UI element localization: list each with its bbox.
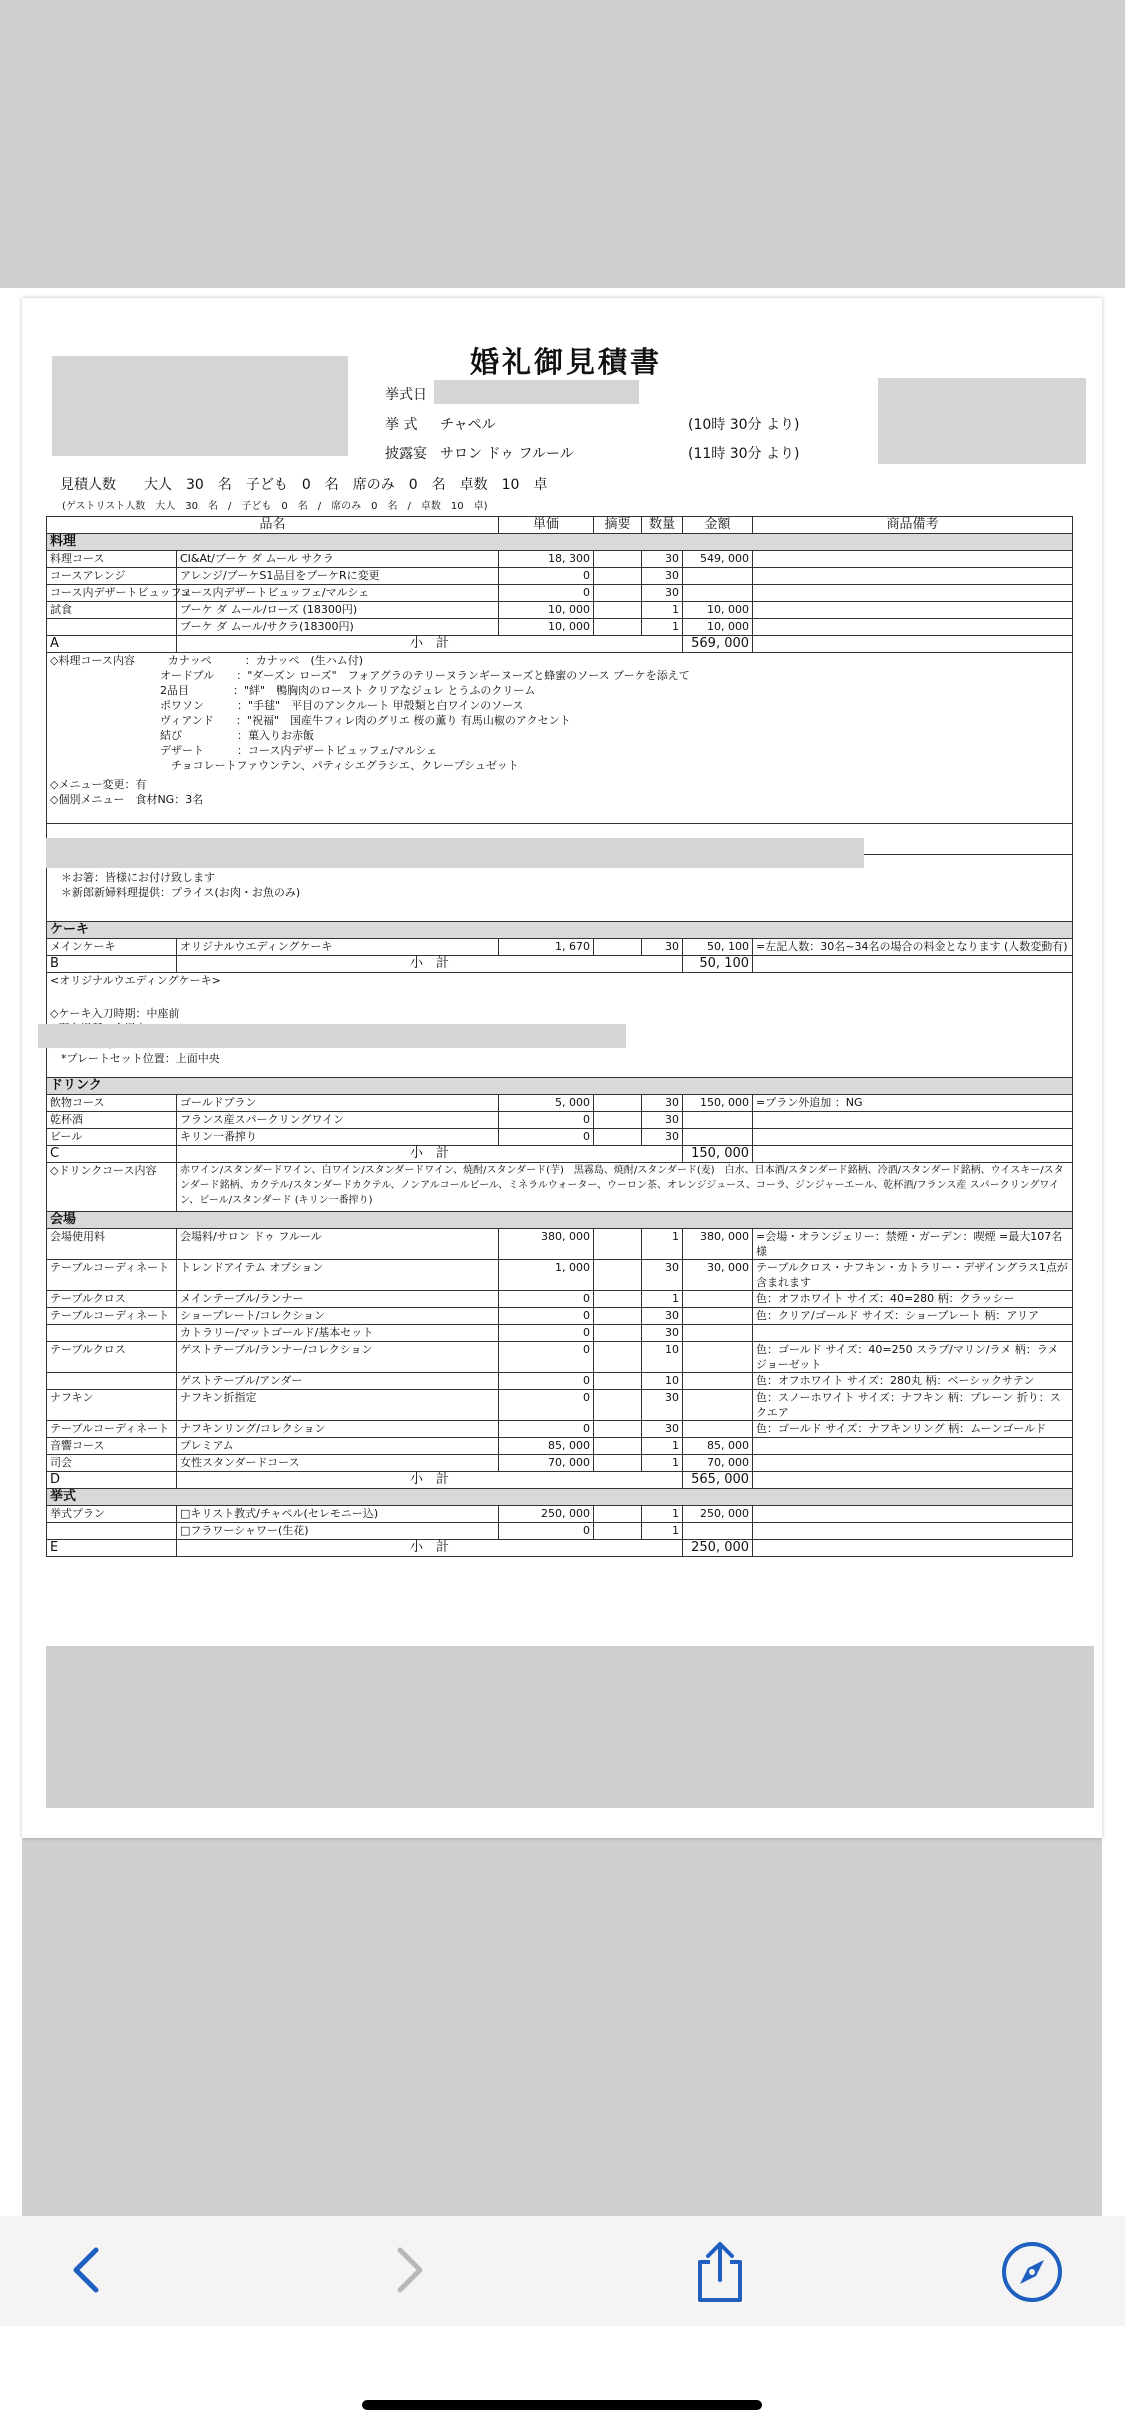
subtotal-row-c: C 小 計 150, 000 — [47, 1146, 1073, 1163]
course-line: 結び ：菓入りお赤飯 — [50, 729, 314, 742]
table-header-row — [47, 517, 1073, 534]
table-row: メインケーキ オリジナルウエディングケーキ 1, 670 30 50, 100 =左記人数：30名~34名の場合の料金となります (人数変動有) — [47, 939, 1073, 956]
section-header-cuisine: 料理 — [47, 534, 1073, 551]
subtotal-row-d: D 小 計 565, 000 — [47, 1472, 1073, 1489]
table-row: テーブルクロス メインテーブル/ランナー 0 1 色：オフホワイト サイズ：40=280 柄：クラッシー — [47, 1291, 1073, 1308]
reception-label: 披露宴 — [385, 446, 427, 462]
table-row: コース内デザートビュッフェ コース内デザートビュッフェ/マルシェ 0 30 — [47, 585, 1073, 602]
section-header-drink: ドリンク — [47, 1078, 1073, 1095]
subtotal-row-e: E 小 計 250, 000 — [47, 1540, 1073, 1557]
guest-list-line: (ゲストリスト人数 大人 30 名 / 子ども 0 名 / 席のみ 0 名 / 卓数 10 卓) — [62, 501, 488, 512]
notes-line: ＊新郎新婦料理提供：プライス(お肉・お魚のみ) — [50, 886, 301, 899]
share-button[interactable] — [690, 2240, 750, 2300]
cake-line: <オリジナルウエディングケーキ> — [50, 974, 221, 987]
col-header-price: 単価 — [499, 517, 594, 534]
table-row: 試食 ブーケ ダ ムール/ローズ (18300円) 10, 000 1 10, 000 — [47, 602, 1073, 619]
course-line: ◇メニュー変更：有 — [50, 778, 147, 791]
course-line: デザート ：コース内デザートビュッフェ/マルシェ — [50, 744, 438, 757]
redacted-names — [52, 356, 348, 456]
share-icon — [690, 2240, 750, 2304]
subtotal-row-a: A 小 計 569, 000 — [47, 636, 1073, 653]
table-row: テーブルコーディネート ショープレート/コレクション 0 30 色：クリア/ゴールド サイズ：ショープレート 柄：アリア — [47, 1308, 1073, 1325]
redacted-logo — [878, 378, 1086, 464]
course-line: オードブル ："ダーズン ローズ" フォアグラのテリーヌランギーヌーズと蜂蜜のソース ブーケを添えて — [50, 669, 690, 682]
col-header-note: 摘要 — [594, 517, 642, 534]
course-line: ◇料理コース内容 カナッペ ：カナッペ (生ハム付) — [50, 654, 364, 667]
forward-button[interactable] — [378, 2240, 438, 2300]
table-row: □フラワーシャワー(生花) 0 1 — [47, 1523, 1073, 1540]
ceremony-label: 挙 式 — [385, 417, 418, 433]
col-header-amount: 金額 — [683, 517, 753, 534]
drink-course-row: ◇ドリンクコース内容 赤ワイン/スタンダードワイン、白ワイン/スタンダードワイン、焼酎/スタンダード(芋) 黒霧島、焼酎/スタンダード(麦) 白水、日本酒/スタンダード銘柄、冷酒/スタンダード銘柄、ウイスキー/スタンダード銘柄、カクテル/スタンダードカクテル、ノンアルコールビール、ミネラルウォーター、ウーロン茶、オレンジジュース、コーラ、ジンジャーエール、乾杯酒/フランス産 スパークリングワイン、ビール/スタンダード (キリン一番搾り) — [47, 1163, 1073, 1212]
col-header-remarks: 商品備考 — [753, 517, 1073, 534]
table-row: ビール キリン一番搾り 0 30 — [47, 1129, 1073, 1146]
course-line: チョコレートファウンテン、パティシエグラシエ、クレープシュゼット — [50, 759, 519, 772]
notes-line: ＊お箸：皆様にお付け致します — [50, 871, 215, 884]
top-redacted-band — [0, 0, 1125, 288]
course-line: ポワソン ："手毬" 平目のアンクルート 甲殻類と白ワインのソース — [50, 699, 524, 712]
bottom-redacted-band — [22, 1808, 1102, 2216]
table-row: コースアレンジ アレンジ/ブーケS1品目をブーケRに変更 0 30 — [47, 568, 1073, 585]
section-header-ceremony: 挙式 — [47, 1489, 1073, 1506]
cuisine-course-details — [47, 653, 1073, 824]
table-row: テーブルクロス ゲストテーブル/ランナー/コレクション 0 10 色：ゴールド サイズ：40=250 スラブ/マリン/ラメ 柄：ラメジョーゼット — [47, 1342, 1073, 1373]
ceremony-venue: チャペル — [440, 417, 496, 433]
col-header-qty: 数量 — [642, 517, 683, 534]
course-line: 2品目 ："絆" 鴨胸肉のロースト クリアなジュレ とうふのクリーム — [50, 684, 536, 697]
table-row: テーブルコーディネート ナフキンリング/コレクション 0 30 色：ゴールド サイズ：ナフキンリング 柄：ムーンゴールド — [47, 1421, 1073, 1438]
cake-line: ◇ケーキ入刀時期：中座前 — [50, 1007, 180, 1020]
table-row: 音響コース プレミアム 85, 000 1 85, 000 — [47, 1438, 1073, 1455]
chevron-left-icon — [58, 2240, 118, 2300]
guest-count-line: 見積人数 大人 30 名 子ども 0 名 席のみ 0 名 卓数 10 卓 — [60, 477, 548, 493]
table-row: 料理コース CI&At/ブーケ ダ ムール サクラ 18, 300 30 549, 000 — [47, 551, 1073, 568]
document-title: 婚礼御見積書 — [470, 345, 663, 379]
back-button[interactable] — [58, 2240, 118, 2300]
table-row: 会場使用料 会場料/サロン ドゥ フルール 380, 000 1 380, 000 =会場・オランジェリー：禁煙・ガーデン：喫煙 =最大107名様 — [47, 1229, 1073, 1260]
safari-button[interactable] — [1000, 2240, 1060, 2300]
chevron-right-icon — [378, 2240, 438, 2300]
redacted-date — [434, 380, 639, 404]
col-header-item: 品名 — [47, 517, 499, 534]
document-bottom-cover — [46, 1646, 1094, 1808]
ceremony-time: (10時 30分 より) — [688, 417, 800, 433]
reception-time: (11時 30分 より) — [688, 446, 800, 462]
browser-toolbar — [0, 2216, 1125, 2326]
subtotal-row-b: B 小 計 50, 100 — [47, 956, 1073, 973]
redacted-menu-info — [46, 838, 864, 868]
section-header-venue: 会場 — [47, 1212, 1073, 1229]
table-row: 乾杯酒 フランス産スパークリングワイン 0 30 — [47, 1112, 1073, 1129]
home-indicator — [362, 2400, 762, 2410]
ceremony-date-label: 挙式日 — [385, 387, 427, 403]
table-row: 飲物コース ゴールドプラン 5, 000 30 150, 000 =プラン外追加 ：NG — [47, 1095, 1073, 1112]
table-row: テーブルコーディネート トレンドアイテム オプション 1, 000 30 30, 000 テーブルクロス・ナフキン・カトラリー・デザイングラス1点が含まれます — [47, 1260, 1073, 1291]
table-row: ナフキン ナフキン折指定 0 30 色：スノーホワイト サイズ：ナフキン 柄：プレーン 折り：スクエア — [47, 1390, 1073, 1421]
reception-venue: サロン ドゥ フルール — [440, 446, 574, 462]
table-row: カトラリー/マットゴールド/基本セット 0 30 — [47, 1325, 1073, 1342]
compass-icon — [1000, 2240, 1064, 2304]
table-row: 挙式プラン □キリスト教式/チャペル(セレモニー込) 250, 000 1 250, 000 — [47, 1506, 1073, 1523]
cake-line: *プレートセット位置：上面中央 — [50, 1052, 220, 1065]
table-row: ゲストテーブル/アンダー 0 10 色：オフホワイト サイズ：280丸 柄：ベーシックサテン — [47, 1373, 1073, 1390]
course-line: ヴィアンド ："祝福" 国産牛フィレ肉のグリエ 桜の薫り 有馬山椒のアクセント — [50, 714, 571, 727]
table-row: 司会 女性スタンダードコース 70, 000 1 70, 000 — [47, 1455, 1073, 1472]
course-line: ◇個別メニュー 食材NG：3名 — [50, 793, 204, 806]
redacted-cake-info — [38, 1024, 626, 1048]
table-row: ブーケ ダ ムール/サクラ(18300円) 10, 000 1 10, 000 — [47, 619, 1073, 636]
section-header-cake: ケーキ — [47, 922, 1073, 939]
